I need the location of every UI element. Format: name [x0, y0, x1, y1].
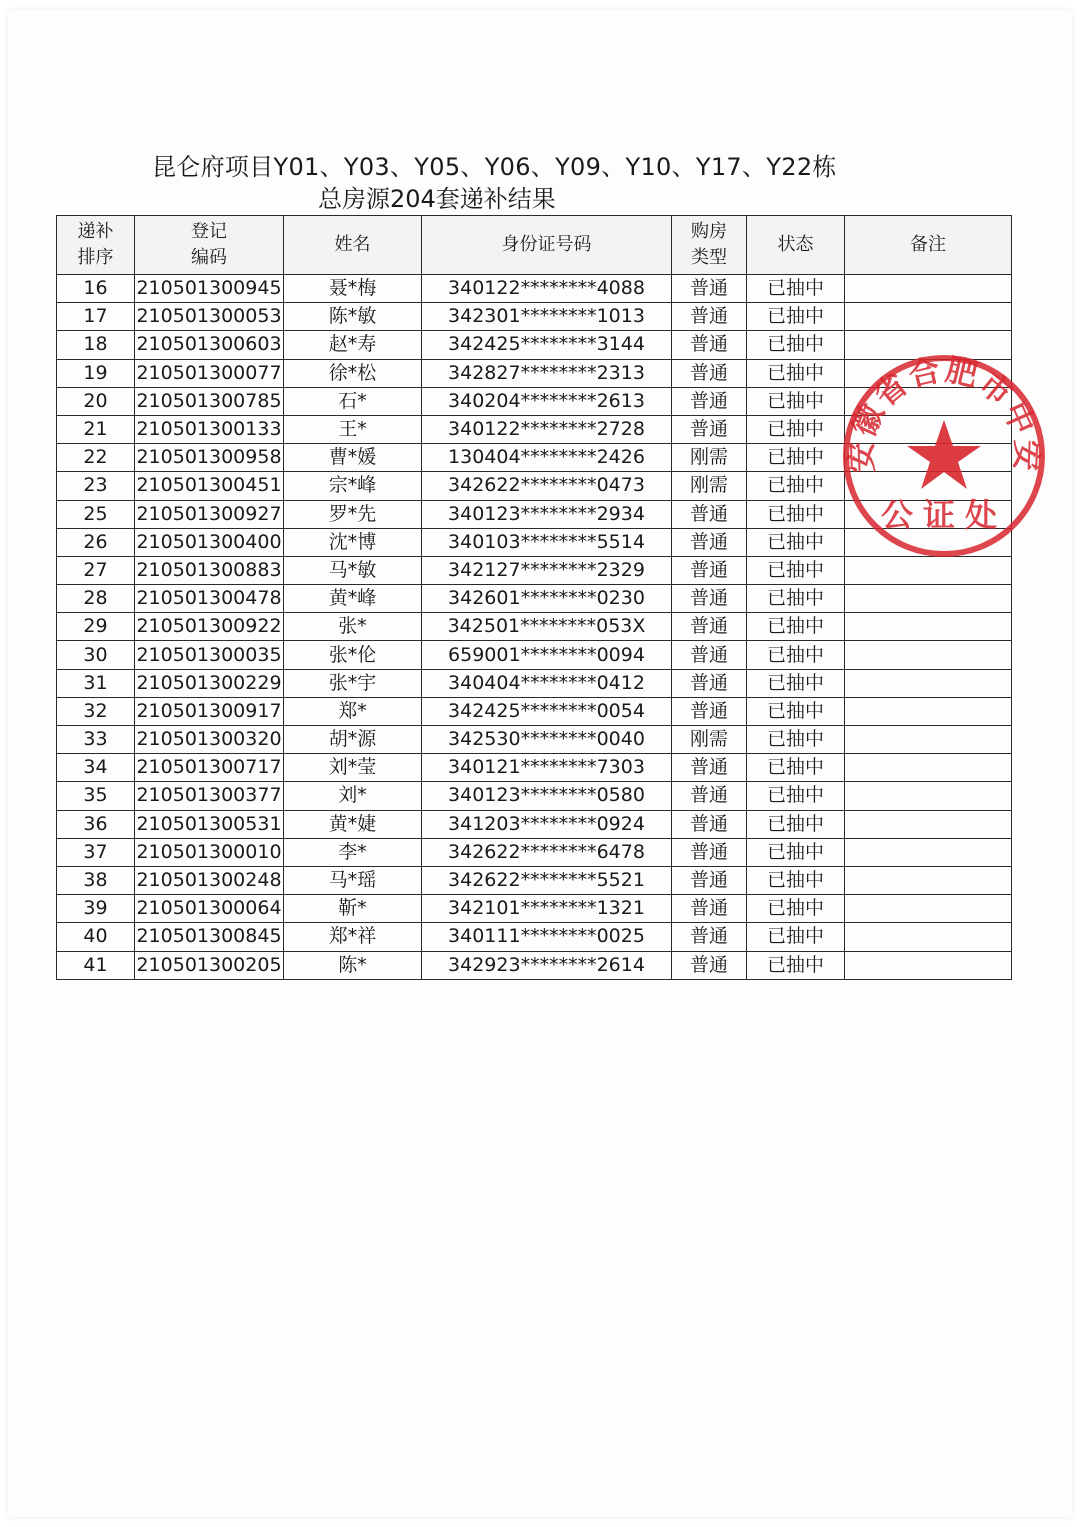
- code-cell: 210501300717: [135, 754, 284, 782]
- header-note: 备注: [845, 216, 1012, 275]
- header-rank: 递补 排序: [57, 216, 135, 275]
- note-cell: [845, 923, 1012, 951]
- id-cell: 340121********7303: [422, 754, 672, 782]
- type-cell: 普通: [672, 923, 747, 951]
- name-cell: 刘*莹: [284, 754, 422, 782]
- notary-seal: [838, 350, 1050, 562]
- note-cell: [845, 726, 1012, 754]
- table-row: [57, 641, 1012, 669]
- code-cell: 210501300603: [135, 331, 284, 359]
- name-cell: 曹*媛: [284, 444, 422, 472]
- name-cell: 黄*峰: [284, 585, 422, 613]
- table-row: [57, 613, 1012, 641]
- seal-star-icon: [907, 420, 981, 489]
- type-cell: 普通: [672, 528, 747, 556]
- code-cell: 210501300785: [135, 387, 284, 415]
- name-cell: 张*宇: [284, 669, 422, 697]
- note-cell: [845, 585, 1012, 613]
- id-cell: 342301********1013: [422, 303, 672, 331]
- table-row: [57, 303, 1012, 331]
- status-cell: 已抽中: [747, 500, 845, 528]
- table-row: [57, 951, 1012, 979]
- results-table: [56, 215, 1012, 980]
- id-cell: 342425********3144: [422, 331, 672, 359]
- note-cell: [845, 669, 1012, 697]
- status-cell: 已抽中: [747, 754, 845, 782]
- status-cell: 已抽中: [747, 641, 845, 669]
- rank-cell: 29: [57, 613, 135, 641]
- rank-cell: 38: [57, 866, 135, 894]
- status-cell: 已抽中: [747, 810, 845, 838]
- status-cell: 已抽中: [747, 528, 845, 556]
- type-cell: 普通: [672, 754, 747, 782]
- status-cell: 已抽中: [747, 331, 845, 359]
- rank-cell: 21: [57, 415, 135, 443]
- code-cell: 210501300922: [135, 613, 284, 641]
- header-status: 状态: [747, 216, 845, 275]
- rank-cell: 28: [57, 585, 135, 613]
- code-cell: 210501300531: [135, 810, 284, 838]
- status-cell: 已抽中: [747, 951, 845, 979]
- seal-text-top: 安徽省合肥市中安: [843, 352, 1045, 474]
- rank-cell: 22: [57, 444, 135, 472]
- type-cell: 普通: [672, 275, 747, 303]
- name-cell: 马*敏: [284, 556, 422, 584]
- rank-cell: 26: [57, 528, 135, 556]
- code-cell: 210501300320: [135, 726, 284, 754]
- name-cell: 马*瑶: [284, 866, 422, 894]
- id-cell: 342622********0473: [422, 472, 672, 500]
- code-cell: 210501300883: [135, 556, 284, 584]
- code-cell: 210501300053: [135, 303, 284, 331]
- name-cell: 聂*梅: [284, 275, 422, 303]
- seal-text-bottom: 公证处: [880, 496, 1008, 534]
- code-cell: 210501300064: [135, 895, 284, 923]
- status-cell: 已抽中: [747, 472, 845, 500]
- status-cell: 已抽中: [747, 387, 845, 415]
- name-cell: 陈*敏: [284, 303, 422, 331]
- type-cell: 普通: [672, 331, 747, 359]
- status-cell: 已抽中: [747, 726, 845, 754]
- name-cell: 石*: [284, 387, 422, 415]
- status-cell: 已抽中: [747, 895, 845, 923]
- table-row: [57, 810, 1012, 838]
- note-cell: [845, 303, 1012, 331]
- code-cell: 210501300478: [135, 585, 284, 613]
- table-row: [57, 895, 1012, 923]
- name-cell: 张*伦: [284, 641, 422, 669]
- type-cell: 普通: [672, 585, 747, 613]
- code-cell: 210501300958: [135, 444, 284, 472]
- code-cell: 210501300845: [135, 923, 284, 951]
- type-cell: 普通: [672, 951, 747, 979]
- name-cell: 郑*祥: [284, 923, 422, 951]
- name-cell: 徐*松: [284, 359, 422, 387]
- type-cell: 普通: [672, 387, 747, 415]
- id-cell: 659001********0094: [422, 641, 672, 669]
- table-row: [57, 275, 1012, 303]
- table-row: [57, 754, 1012, 782]
- header-name: 姓名: [284, 216, 422, 275]
- note-cell: [845, 951, 1012, 979]
- rank-cell: 39: [57, 895, 135, 923]
- id-cell: 342622********5521: [422, 866, 672, 894]
- type-cell: 普通: [672, 669, 747, 697]
- status-cell: 已抽中: [747, 359, 845, 387]
- name-cell: 李*: [284, 838, 422, 866]
- type-cell: 普通: [672, 359, 747, 387]
- status-cell: 已抽中: [747, 275, 845, 303]
- note-cell: [845, 641, 1012, 669]
- status-cell: 已抽中: [747, 669, 845, 697]
- rank-cell: 41: [57, 951, 135, 979]
- note-cell: [845, 275, 1012, 303]
- rank-cell: 19: [57, 359, 135, 387]
- status-cell: 已抽中: [747, 838, 845, 866]
- name-cell: 黄*婕: [284, 810, 422, 838]
- rank-cell: 37: [57, 838, 135, 866]
- id-cell: 342425********0054: [422, 697, 672, 725]
- name-cell: 刘*: [284, 782, 422, 810]
- code-cell: 210501300010: [135, 838, 284, 866]
- status-cell: 已抽中: [747, 303, 845, 331]
- type-cell: 刚需: [672, 444, 747, 472]
- rank-cell: 33: [57, 726, 135, 754]
- id-cell: 340103********5514: [422, 528, 672, 556]
- id-cell: 340122********2728: [422, 415, 672, 443]
- rank-cell: 16: [57, 275, 135, 303]
- rank-cell: 36: [57, 810, 135, 838]
- table-row: [57, 697, 1012, 725]
- id-cell: 130404********2426: [422, 444, 672, 472]
- code-cell: 210501300229: [135, 669, 284, 697]
- code-cell: 210501300133: [135, 415, 284, 443]
- name-cell: 张*: [284, 613, 422, 641]
- name-cell: 宗*峰: [284, 472, 422, 500]
- name-cell: 王*: [284, 415, 422, 443]
- status-cell: 已抽中: [747, 585, 845, 613]
- table-row: [57, 585, 1012, 613]
- rank-cell: 17: [57, 303, 135, 331]
- name-cell: 郑*: [284, 697, 422, 725]
- header-id: 身份证号码: [422, 216, 672, 275]
- type-cell: 普通: [672, 866, 747, 894]
- name-cell: 陈*: [284, 951, 422, 979]
- code-cell: 210501300205: [135, 951, 284, 979]
- rank-cell: 20: [57, 387, 135, 415]
- table-row: [57, 669, 1012, 697]
- note-cell: [845, 613, 1012, 641]
- code-cell: 210501300035: [135, 641, 284, 669]
- document-subtitle: 总房源204套递补结果: [318, 185, 556, 213]
- rank-cell: 23: [57, 472, 135, 500]
- id-cell: 340122********4088: [422, 275, 672, 303]
- rank-cell: 30: [57, 641, 135, 669]
- id-cell: 342127********2329: [422, 556, 672, 584]
- type-cell: 普通: [672, 782, 747, 810]
- status-cell: 已抽中: [747, 782, 845, 810]
- id-cell: 342827********2313: [422, 359, 672, 387]
- code-cell: 210501300377: [135, 782, 284, 810]
- note-cell: [845, 754, 1012, 782]
- name-cell: 胡*源: [284, 726, 422, 754]
- type-cell: 普通: [672, 556, 747, 584]
- type-cell: 普通: [672, 810, 747, 838]
- code-cell: 210501300248: [135, 866, 284, 894]
- status-cell: 已抽中: [747, 866, 845, 894]
- table-row: [57, 923, 1012, 951]
- rank-cell: 34: [57, 754, 135, 782]
- note-cell: [845, 866, 1012, 894]
- header-code: 登记 编码: [135, 216, 284, 275]
- code-cell: 210501300400: [135, 528, 284, 556]
- type-cell: 普通: [672, 895, 747, 923]
- status-cell: 已抽中: [747, 415, 845, 443]
- note-cell: [845, 697, 1012, 725]
- type-cell: 普通: [672, 500, 747, 528]
- status-cell: 已抽中: [747, 613, 845, 641]
- type-cell: 刚需: [672, 726, 747, 754]
- id-cell: 341203********0924: [422, 810, 672, 838]
- type-cell: 刚需: [672, 472, 747, 500]
- id-cell: 342501********053X: [422, 613, 672, 641]
- rank-cell: 35: [57, 782, 135, 810]
- id-cell: 340404********0412: [422, 669, 672, 697]
- document-title: 昆仑府项目Y01、Y03、Y05、Y06、Y09、Y10、Y17、Y22栋: [152, 153, 837, 181]
- note-cell: [845, 895, 1012, 923]
- id-cell: 342923********2614: [422, 951, 672, 979]
- code-cell: 210501300927: [135, 500, 284, 528]
- type-cell: 普通: [672, 303, 747, 331]
- id-cell: 340111********0025: [422, 923, 672, 951]
- header-type: 购房 类型: [672, 216, 747, 275]
- status-cell: 已抽中: [747, 697, 845, 725]
- code-cell: 210501300917: [135, 697, 284, 725]
- rank-cell: 18: [57, 331, 135, 359]
- id-cell: 342530********0040: [422, 726, 672, 754]
- code-cell: 210501300077: [135, 359, 284, 387]
- id-cell: 340123********2934: [422, 500, 672, 528]
- id-cell: 342101********1321: [422, 895, 672, 923]
- table-row: [57, 838, 1012, 866]
- note-cell: [845, 838, 1012, 866]
- status-cell: 已抽中: [747, 556, 845, 584]
- rank-cell: 32: [57, 697, 135, 725]
- table-row: [57, 782, 1012, 810]
- note-cell: [845, 782, 1012, 810]
- id-cell: 342601********0230: [422, 585, 672, 613]
- table-header-row: [57, 216, 1012, 275]
- table-row: [57, 866, 1012, 894]
- code-cell: 210501300945: [135, 275, 284, 303]
- note-cell: [845, 810, 1012, 838]
- code-cell: 210501300451: [135, 472, 284, 500]
- type-cell: 普通: [672, 697, 747, 725]
- id-cell: 342622********6478: [422, 838, 672, 866]
- name-cell: 赵*寿: [284, 331, 422, 359]
- type-cell: 普通: [672, 838, 747, 866]
- id-cell: 340123********0580: [422, 782, 672, 810]
- name-cell: 沈*博: [284, 528, 422, 556]
- type-cell: 普通: [672, 641, 747, 669]
- rank-cell: 25: [57, 500, 135, 528]
- status-cell: 已抽中: [747, 923, 845, 951]
- status-cell: 已抽中: [747, 444, 845, 472]
- rank-cell: 31: [57, 669, 135, 697]
- name-cell: 靳*: [284, 895, 422, 923]
- type-cell: 普通: [672, 613, 747, 641]
- table-row: [57, 726, 1012, 754]
- id-cell: 340204********2613: [422, 387, 672, 415]
- type-cell: 普通: [672, 415, 747, 443]
- name-cell: 罗*先: [284, 500, 422, 528]
- rank-cell: 27: [57, 556, 135, 584]
- rank-cell: 40: [57, 923, 135, 951]
